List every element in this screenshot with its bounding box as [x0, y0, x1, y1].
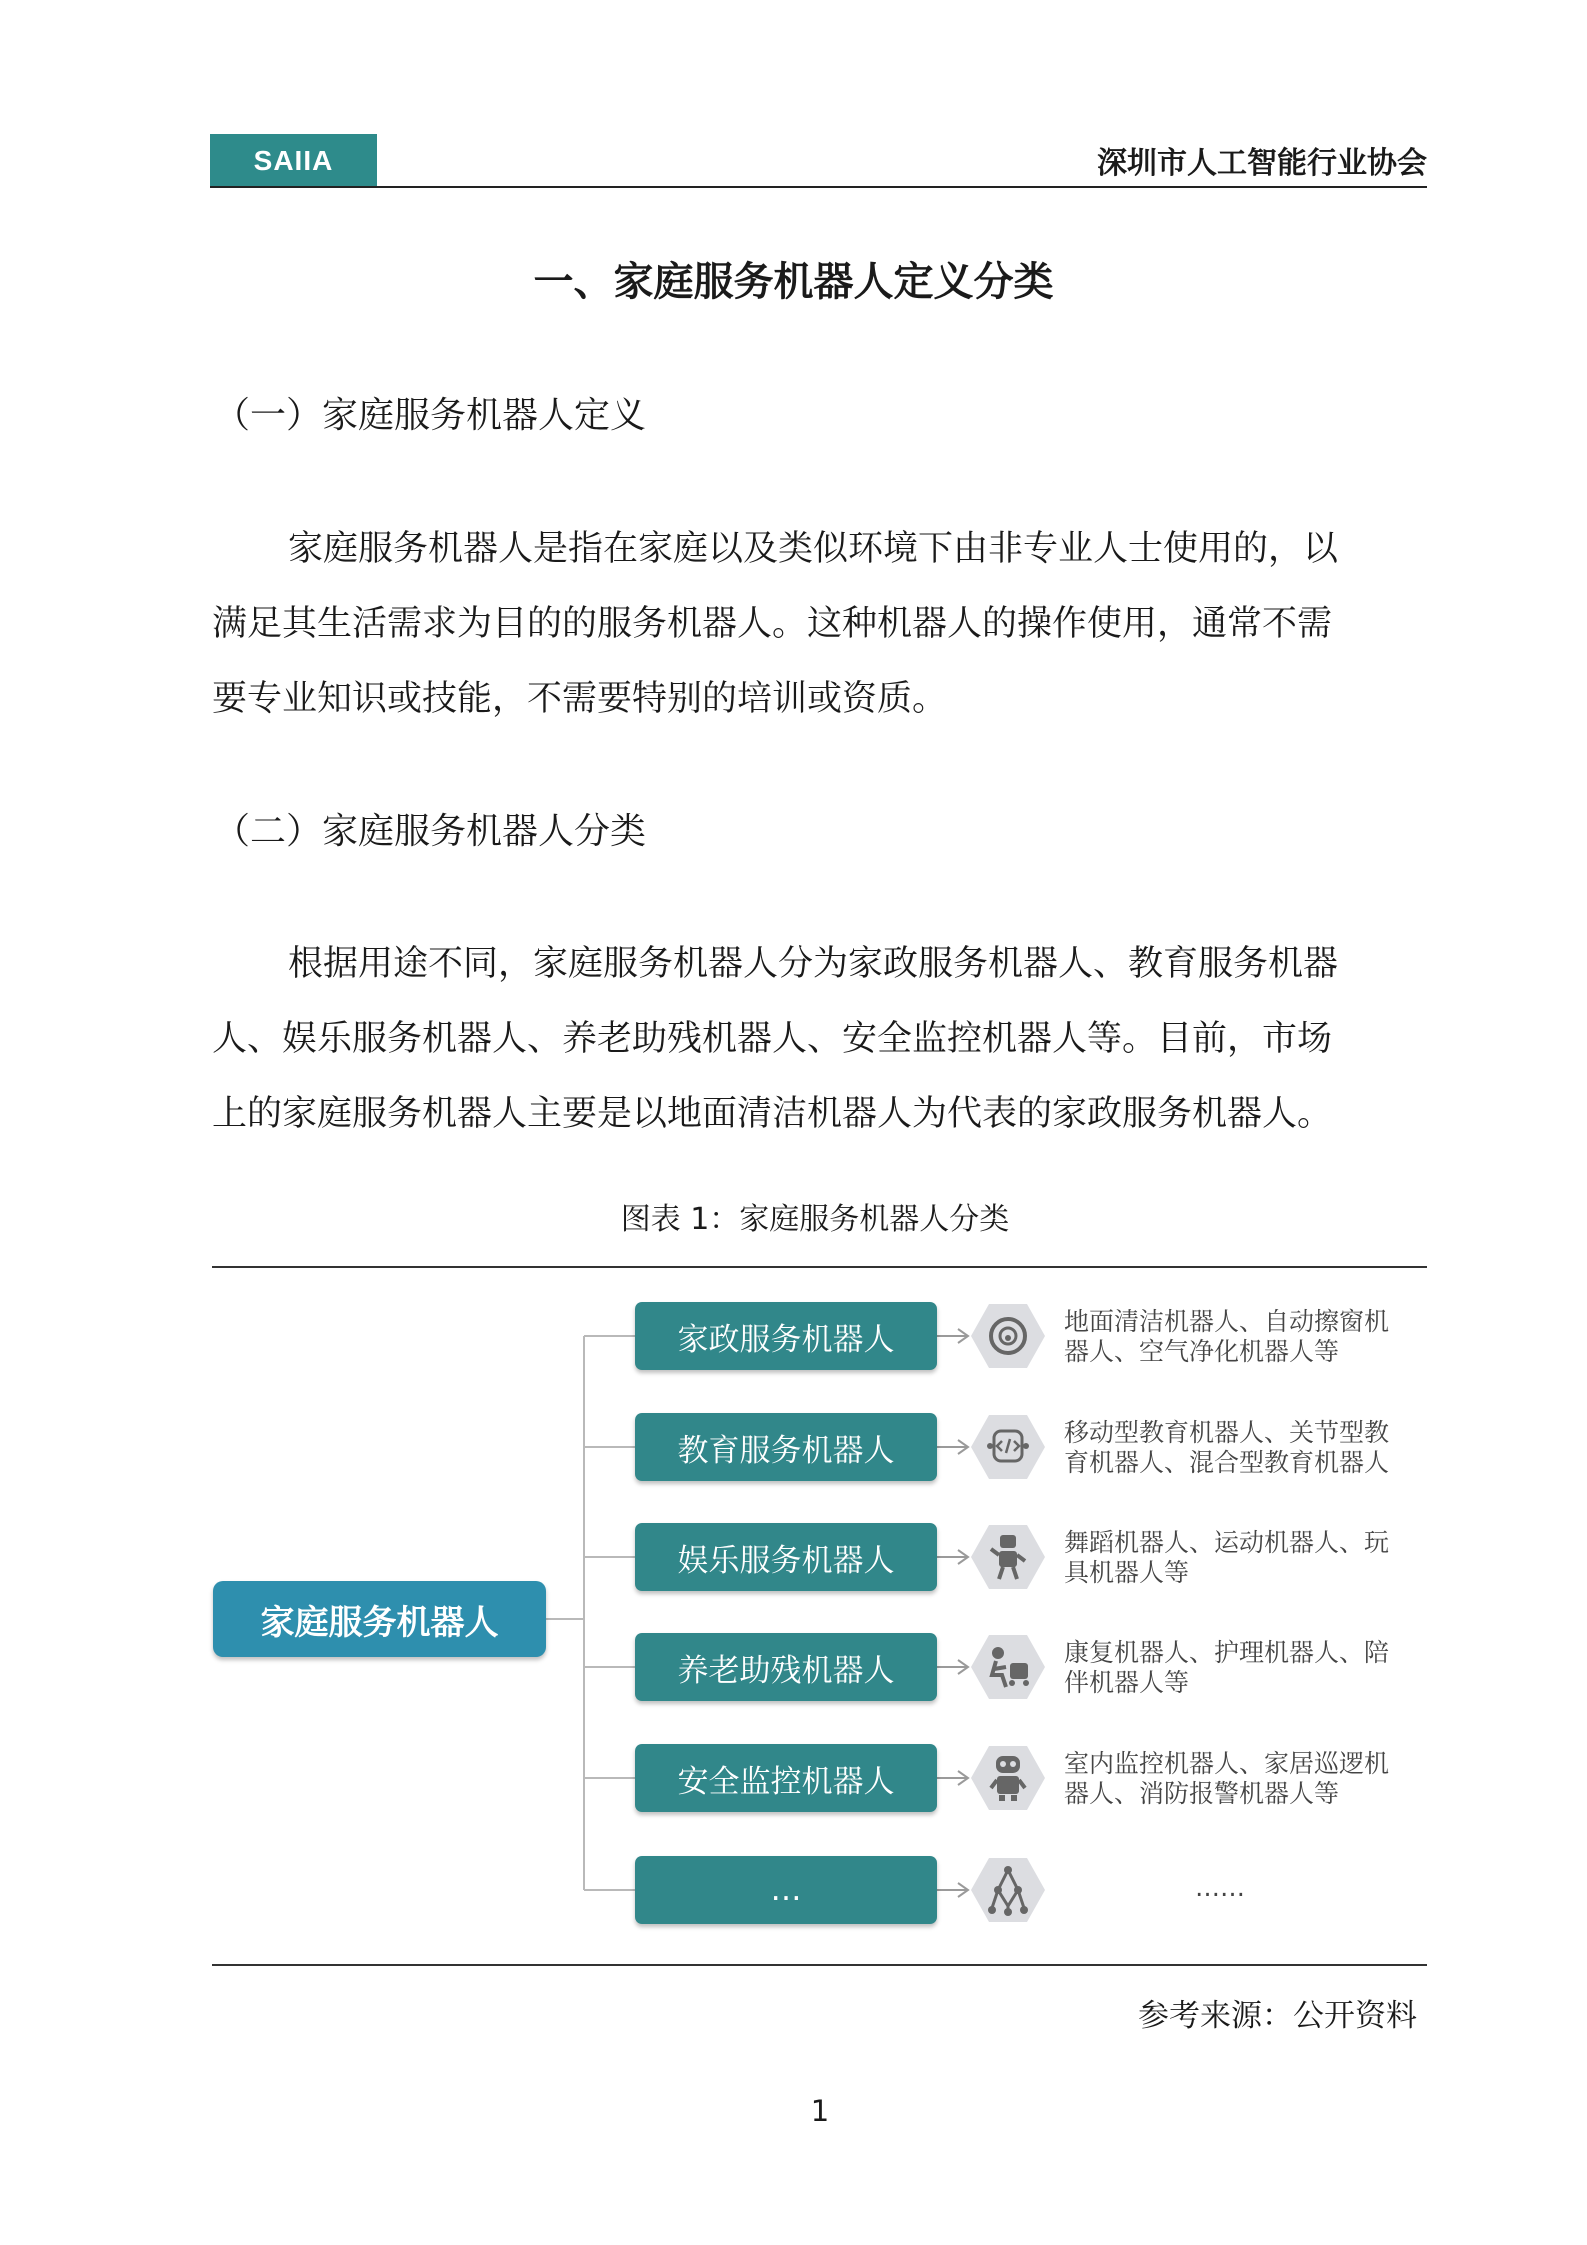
category-housekeeping: 家政服务机器人	[635, 1302, 937, 1370]
network-icon	[970, 1856, 1046, 1924]
section2-line-3: 上的家庭服务机器人主要是以地面清洁机器人为代表的家政服务机器人。	[212, 1094, 1333, 1134]
category-security: 安全监控机器人	[635, 1744, 937, 1812]
section1-heading: （一）家庭服务机器人定义	[214, 395, 647, 436]
desc-entertainment: 舞蹈机器人、运动机器人、玩 具机器人等	[1064, 1528, 1390, 1587]
section2-heading: （二）家庭服务机器人分类	[214, 811, 647, 852]
header-org-name: 深圳市人工智能行业协会	[1097, 146, 1427, 181]
section1-line-1: 家庭服务机器人是指在家庭以及类似环境下由非专业人士使用的，以	[288, 529, 1339, 569]
desc-more: ……	[1195, 1873, 1245, 1902]
care-robot-icon	[970, 1633, 1046, 1701]
page-title: 一、家庭服务机器人定义分类	[533, 259, 1054, 305]
desc-security: 室内监控机器人、家居巡逻机 器人、消防报警机器人等	[1064, 1749, 1390, 1808]
section2-line-1: 根据用途不同，家庭服务机器人分为家政服务机器人、教育服务机器	[288, 944, 1339, 984]
section1-line-3: 要专业知识或技能，不需要特别的培训或资质。	[212, 679, 948, 719]
desc-education: 移动型教育机器人、关节型教 育机器人、混合型教育机器人	[1064, 1418, 1390, 1477]
category-more: …	[635, 1856, 937, 1924]
figure-source: 参考来源：公开资料	[1138, 1998, 1417, 2034]
desc-housekeeping: 地面清洁机器人、自动擦窗机 器人、空气净化机器人等	[1064, 1307, 1390, 1366]
page-number: 1	[810, 2094, 830, 2128]
section1-line-2: 满足其生活需求为目的的服务机器人。这种机器人的操作使用，通常不需	[212, 604, 1333, 644]
root-node: 家庭服务机器人	[213, 1581, 546, 1657]
header-logo: SAIIA	[210, 134, 377, 187]
code-robot-icon	[970, 1413, 1046, 1481]
category-elderly-care: 养老助残机器人	[635, 1633, 937, 1701]
category-education: 教育服务机器人	[635, 1413, 937, 1481]
figure-bottom-rule	[212, 1964, 1427, 1966]
section2-line-2: 人、娱乐服务机器人、养老助残机器人、安全监控机器人等。目前，市场	[212, 1019, 1333, 1059]
security-robot-icon	[970, 1744, 1046, 1812]
figure-caption: 图表 1：家庭服务机器人分类	[620, 1202, 1010, 1237]
category-entertainment: 娱乐服务机器人	[635, 1523, 937, 1591]
dancing-robot-icon	[970, 1523, 1046, 1591]
desc-elderly-care: 康复机器人、护理机器人、陪 伴机器人等	[1064, 1638, 1390, 1697]
robot-vacuum-icon	[970, 1302, 1046, 1370]
